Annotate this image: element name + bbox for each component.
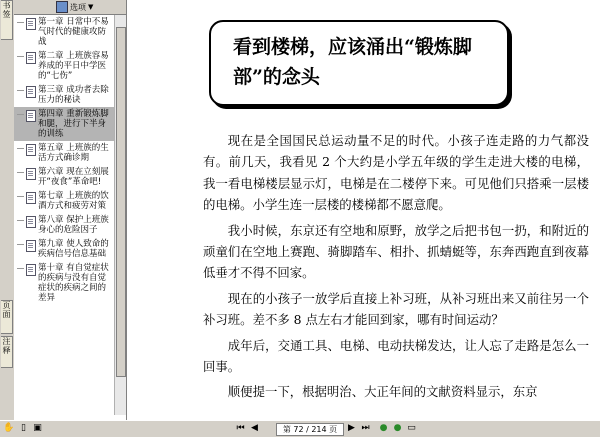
previous-page-icon[interactable]: ◀ (251, 423, 258, 433)
bookmark-label: 第十章 有自觉症状的疾病与没有自觉症状的疾病之间的差异 (38, 263, 109, 303)
bookmark-item[interactable] (14, 49, 114, 83)
bookmark-scrollbar[interactable] (114, 15, 126, 415)
bookmark-item[interactable] (14, 165, 114, 189)
status-bar (0, 420, 600, 437)
bookmark-label: 第一章 日常中不易气时代的健康攻防战 (38, 17, 109, 47)
scrollbar-thumb[interactable] (116, 27, 126, 377)
bookmark-item[interactable] (14, 83, 114, 107)
tab-annotations[interactable]: 注释 (1, 336, 13, 368)
single-page-icon[interactable]: ▭ (407, 423, 416, 433)
options-icon (56, 1, 68, 13)
next-page-icon[interactable]: ▶ (348, 423, 355, 433)
bookmark-item[interactable] (14, 261, 114, 305)
first-page-icon[interactable]: ⏮ (236, 423, 245, 433)
bookmark-panel (14, 0, 127, 420)
bookmark-page-icon (26, 216, 36, 228)
bookmark-list (14, 15, 114, 415)
options-label: 选项 (70, 2, 86, 12)
tab-bookmarks[interactable]: 书签 (1, 0, 13, 40)
tab-pages[interactable]: 页面 (1, 300, 13, 334)
paragraph: 顺便提一下，根据明治、大正年间的文献资料显示，东京 (227, 384, 538, 400)
tree-line (17, 196, 24, 197)
tree-line (17, 22, 24, 23)
tree-line (17, 90, 24, 91)
bookmark-item[interactable] (14, 141, 114, 165)
go-back-icon[interactable]: ● (379, 423, 388, 433)
bookmark-label: 第九章 使人致命的疾病信号信息基础 (38, 239, 109, 259)
go-forward-icon[interactable]: ● (393, 423, 402, 433)
bookmark-page-icon (26, 240, 36, 252)
heading-frame (209, 20, 509, 106)
bookmark-item[interactable] (14, 237, 114, 261)
save-icon[interactable]: ▣ (33, 423, 42, 433)
paragraph: 成年后，交通工具、电梯、电动扶梯发达，让人忘了走路是怎么一回事。 (203, 337, 589, 375)
last-page-icon[interactable]: ⏭ (361, 423, 370, 433)
bookmark-page-icon (26, 110, 36, 122)
bookmark-page-icon (26, 192, 36, 204)
page-view-icon[interactable]: ▯ (21, 423, 26, 433)
paragraph: 我小时候，东京还有空地和原野，放学之后把书包一扔，和附近的顽童们在空地上赛跑、骑脚踏车、相扑、抓蜻蜓等，东奔西跑直到夜幕低垂才不得不回家。 (203, 222, 589, 281)
bookmark-label: 第二章 上班族容易养成的平日中学医的“七伤” (38, 51, 109, 81)
tree-line (17, 148, 24, 149)
bookmark-page-icon (26, 86, 36, 98)
tree-line (17, 244, 24, 245)
bookmark-label: 第五章 上班族的生活方式确诊期 (38, 143, 109, 163)
body-text (203, 130, 589, 407)
bookmark-item-selected[interactable] (14, 107, 114, 141)
bookmark-page-icon (26, 168, 36, 180)
document-page (127, 0, 600, 420)
bookmark-label: 第四章 重新锻炼脚和腿，进行下半身的训练 (38, 109, 109, 139)
side-tab-strip (0, 0, 15, 420)
paragraph: 现在的小孩子一放学后直接上补习班，从补习班出来又前往另一个补习班。差不多 8 点左右才能回到家，哪有时间运动？ (203, 290, 589, 328)
bookmark-label: 第七章 上班族的饮酒方式和疲劳对策 (38, 191, 109, 211)
bookmark-label: 第八章 保护上班族身心的危险因子 (38, 215, 109, 235)
paragraph: 现在是全国国民总运动量不足的时代。小孩子连走路的力气都没有。前几天，我看见 2 个大约是小学五年级的学生走进大楼的电梯，我一看电梯楼层显示灯，电梯是在二楼停下来。可见他们只搭乘一层楼的电梯。小学生连一层楼的楼梯都不愿意爬。 (203, 133, 589, 213)
bookmark-item[interactable] (14, 189, 114, 213)
bookmark-item[interactable] (14, 15, 114, 49)
page-number-field[interactable]: 第 72 / 214 页 (276, 423, 344, 436)
hand-tool-icon[interactable]: ✋ (3, 423, 15, 433)
bookmark-page-icon (26, 264, 36, 276)
tree-line (17, 172, 24, 173)
bookmark-page-icon (26, 18, 36, 30)
tree-line (17, 114, 24, 115)
panel-toolbar (14, 0, 126, 15)
bookmark-item[interactable] (14, 213, 114, 237)
tree-line (17, 268, 24, 269)
bookmark-page-icon (26, 144, 36, 156)
bookmark-label: 第六章 现在立刻展开“夜食”革命吧! (38, 167, 109, 187)
tree-line (17, 56, 24, 57)
page-heading: 看到楼梯，应该涌出“锻炼脚部”的念头 (233, 36, 472, 88)
chevron-down-icon: ▼ (88, 3, 94, 11)
tree-line (17, 220, 24, 221)
bookmark-label: 第三章 成功者去除压力的秘诀 (38, 85, 109, 105)
options-button[interactable] (56, 1, 93, 13)
bookmark-page-icon (26, 52, 36, 64)
